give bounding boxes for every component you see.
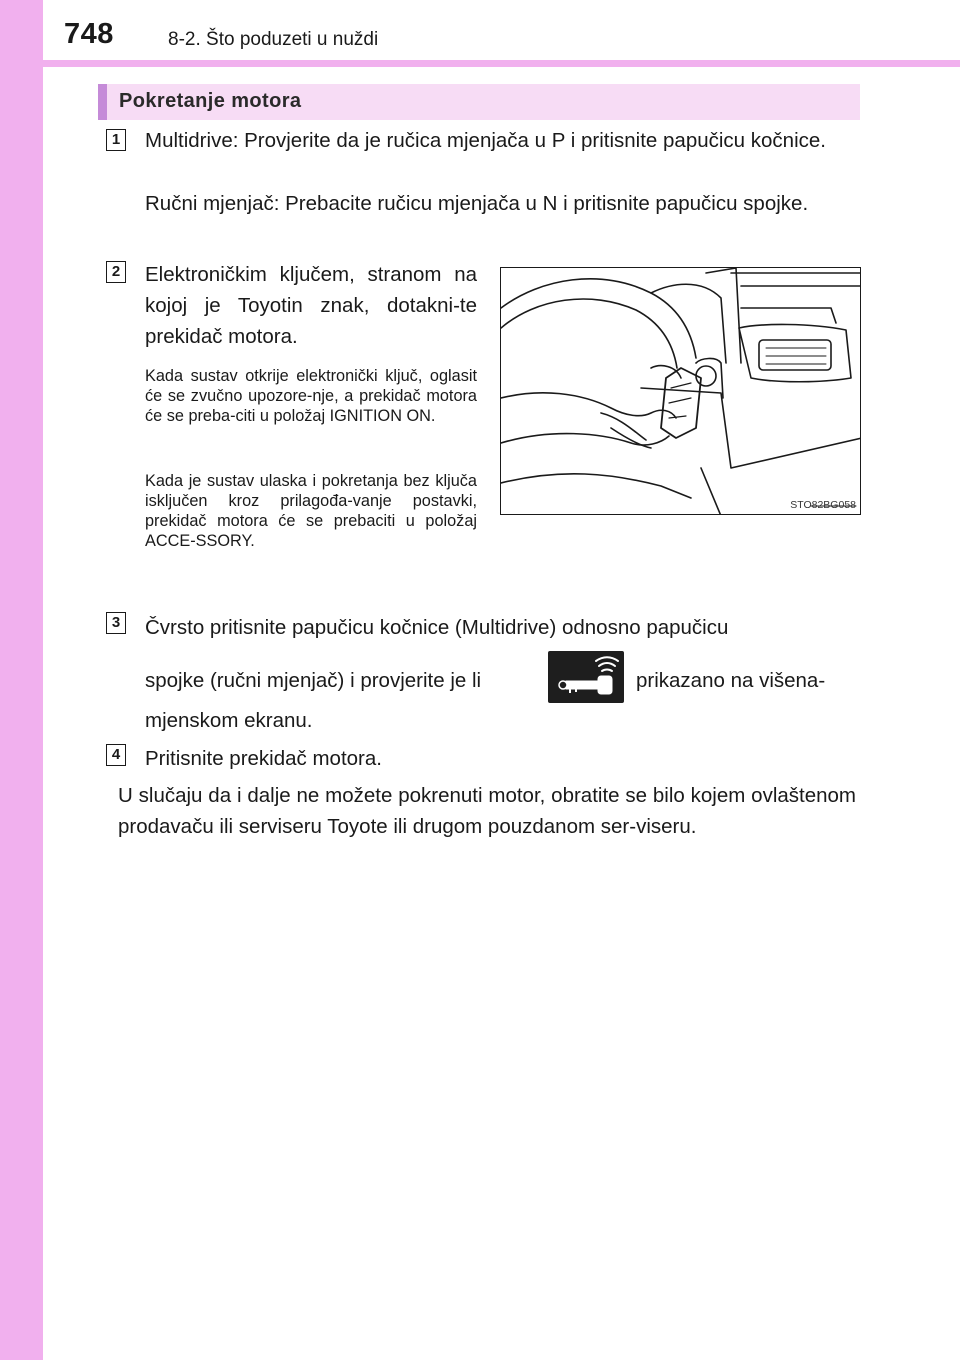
step-1-multidrive-text: Multidrive: Provjerite da je ručica mjenjača u P i pritisnite papučicu kočnice. — [145, 129, 826, 152]
step-number-4: 4 — [106, 744, 126, 766]
step-3-line-d: mjenskom ekranu. — [145, 709, 313, 732]
smart-key-indicator — [548, 651, 624, 703]
step-3-line-a: Čvrsto pritisnite papučicu kočnice (Multidrive) odnosno papučicu — [145, 616, 729, 639]
section-title: Pokretanje motora — [119, 90, 302, 112]
illustration-code: STO82BG058 — [790, 499, 856, 511]
closing-paragraph: U slučaju da i dalje ne možete pokrenuti motor, obratite se bilo kojem ovlaštenom prodavaču ili serviseru Toyote ili drugom pouzdanom ser-viseru. — [118, 784, 856, 838]
page-number: 748 — [64, 18, 114, 50]
step-3-line-b: spojke (ručni mjenjač) i provjerite je li — [145, 669, 482, 692]
step-2-main-text: Elektroničkim ključem, stranom na kojoj je Toyotin znak, dotakni-te prekidač motora. — [145, 263, 477, 348]
step-number-1: 1 — [106, 129, 126, 151]
chapter-title: 8-2. Što poduzeti u nuždi — [168, 29, 379, 50]
step-number-2: 2 — [106, 261, 126, 283]
step-1-manual-text: Ručni mjenjač: Prebacite ručicu mjenjača u N i pritisnite papučicu spojke. — [145, 192, 809, 215]
engine-switch-illustration — [500, 267, 861, 515]
side-color-band — [0, 0, 43, 1360]
step-4-text: Pritisnite prekidač motora. — [145, 747, 382, 770]
step-2-note-1: Kada sustav otkrije elektronički ključ, oglasit će se zvučno upozore-nje, a prekidač motora će se preba-citi u položaj IGNITION ON. — [145, 367, 477, 425]
step-3-line-c: prikazano na višena- — [636, 669, 826, 692]
step-number-3: 3 — [106, 612, 126, 634]
step-2-note-2: Kada je sustav ulaska i pokretanja bez ključa isključen kroz prilagođa-vanje postavki, prekidač motora će se prebaciti u položaj ACCE-SSORY. — [145, 472, 477, 550]
section-header — [98, 84, 860, 120]
header-rule — [43, 60, 960, 67]
smart-key-indicator-icon — [548, 651, 624, 703]
hand-key-icon — [501, 268, 861, 515]
